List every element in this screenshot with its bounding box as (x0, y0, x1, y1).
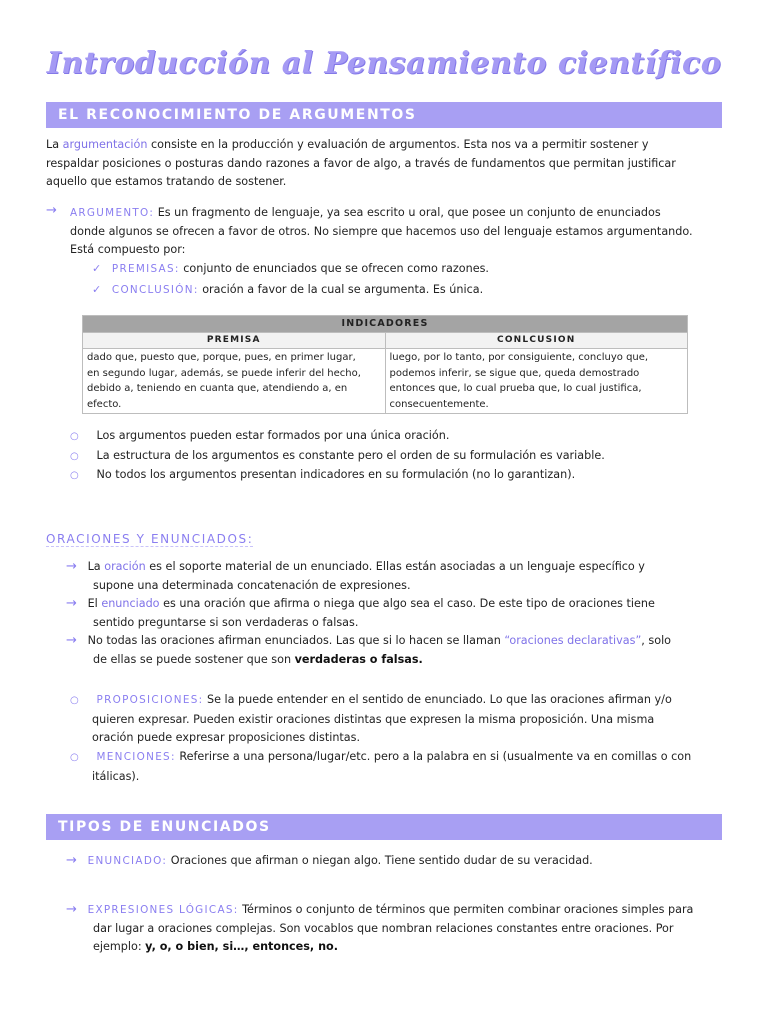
oraciones-list (66, 558, 736, 670)
premisas-text: conjunto de enunciados que se ofrecen como razones. (179, 262, 489, 275)
bullet-icon: ○ (70, 431, 79, 442)
argumento-line3: Está compuesto por: (70, 243, 186, 257)
column-header-premisa: PREMISA (83, 332, 386, 349)
intro-line1: consiste en la producción y evaluación de argumentos. Esta nos va a permitir sostener y (147, 138, 649, 151)
term-conclusion: CONCLUSIÓN: (111, 283, 199, 296)
bold-verdaderas-falsas: verdaderas o falsas. (294, 652, 423, 666)
page-title: Introducción al Pensamiento científico (46, 46, 722, 81)
list-item (92, 281, 692, 300)
cell-line: podemos inferir, se sigue que, queda demostrado (389, 367, 640, 379)
list-item (70, 447, 730, 467)
arrow-icon: → (66, 596, 77, 612)
intro-paragraph (46, 136, 736, 192)
arrow-icon: → (66, 559, 77, 574)
bold-examples: y, o, o bien, si…, entonces, no. (145, 940, 338, 954)
term-oraciones-declarativas: “oraciones declarativas” (504, 634, 642, 648)
list-item (66, 595, 736, 632)
argumento-line2: donde algunos se ofrecen a favor de otros. No siempre que hacemos uso del lenguaje estamos argumentando. (70, 224, 693, 238)
item-line1-end: , solo (641, 634, 672, 648)
proposiciones-line3: oración puede expresar proposiciones distintas. (92, 731, 361, 745)
item-line2: de ellas se puede sostener que son (93, 652, 295, 666)
term-proposiciones: PROPOSICIONES: (96, 694, 204, 706)
cell-line: consecuentemente. (389, 398, 489, 410)
proposiciones-line2: quieren expresar. Pueden existir oraciones distintas que expresen la misma proposición. Una misma (92, 712, 655, 726)
note-text: Los argumentos pueden estar formados por una única oración. (96, 429, 450, 442)
item-pre: El (87, 597, 102, 611)
bullet-icon: ○ (70, 450, 79, 462)
cell-line: debido a, teniendo en cuanta que, atendiendo a, en (87, 383, 348, 394)
enunciado-item (66, 852, 736, 871)
note-text: La estructura de los argumentos es constante pero el orden de su formulación es variable. (96, 448, 605, 462)
argumento-paragraph (70, 204, 740, 260)
indicators-table (82, 315, 688, 414)
menciones-line2: itálicas). (92, 769, 140, 783)
term-argumentacion: argumentación (62, 138, 148, 151)
item-line1: es una oración que afirma o niega que algo sea el caso. De este tipo de oraciones tiene (159, 597, 655, 611)
argumento-parts-list (92, 260, 692, 299)
proposiciones-line1: Se la puede entender en el sentido de enunciado. Lo que las oraciones afirman y/o (203, 693, 672, 706)
menciones-item (70, 748, 740, 786)
note-text: No todos los argumentos presentan indicadores en su formulación (no lo garantizan). (96, 468, 576, 482)
intro-pre: La (46, 138, 63, 151)
expresiones-item (66, 901, 736, 957)
column-header-conclusion: CONLCUSION (385, 332, 688, 349)
intro-line2: respaldar posiciones o posturas dando razones a favor de algo, a través de fundamentos que permitan justificar (46, 156, 676, 170)
list-item (70, 466, 730, 486)
argument-notes-list (70, 427, 730, 486)
table-header: INDICADORES (83, 316, 688, 333)
term-expresiones-logicas: EXPRESIONES LÓGICAS: (87, 904, 239, 916)
term-enunciado-type: ENUNCIADO: (87, 855, 168, 867)
item-line1: No todas las oraciones afirman enunciados. Las que si lo hacen se llaman (87, 634, 505, 648)
check-icon: ✓ (92, 262, 102, 275)
bullet-icon: ○ (70, 470, 79, 482)
check-icon: ✓ (92, 282, 102, 296)
expresiones-line2: dar lugar a oraciones complejas. Son vocablos que nombran relaciones constantes entre oraciones. Por (93, 921, 674, 935)
section-heading-argumentos: EL RECONOCIMIENTO DE ARGUMENTOS (46, 102, 722, 128)
term-enunciado: enunciado (101, 597, 160, 611)
cell-line: en segundo lugar, además, se puede inferir del hecho, (87, 367, 361, 379)
cell-line: luego, por lo tanto, por consiguiente, concluyo que, (389, 352, 649, 363)
arrow-icon: → (66, 633, 77, 649)
item-line2: supone una determinada concatenación de expresiones. (93, 578, 411, 592)
bullet-icon: ○ (70, 752, 79, 763)
argumento-line1: Es un fragmento de lenguaje, ya sea escrito u oral, que posee un conjunto de enunciados (154, 206, 661, 219)
item-line2: sentido preguntarse si son verdaderas o falsas. (93, 615, 359, 629)
section-heading-oraciones (46, 528, 253, 547)
term-argumento: ARGUMENTO: (70, 207, 155, 219)
menciones-line1: Referirse a una persona/lugar/etc. pero a la palabra en si (usualmente va en comillas o con (175, 750, 692, 763)
term-premisas: PREMISAS: (111, 263, 180, 275)
list-item (66, 558, 736, 595)
expresiones-line3: ejemplo: (93, 940, 146, 954)
list-item (66, 632, 736, 669)
item-line1: es el soporte material de un enunciado. Ellas están asociadas a un lenguaje específico y (145, 560, 645, 573)
cell-line: entonces que, lo cual prueba que, lo cual justifica, (389, 383, 642, 394)
list-item (70, 427, 730, 447)
conclusion-indicators-cell (385, 349, 688, 414)
proposiciones-item (70, 691, 740, 748)
item-pre: La (87, 560, 105, 573)
expresiones-line1: Términos o conjunto de términos que permiten combinar oraciones simples para (238, 903, 694, 916)
conclusion-text: oración a favor de la cual se argumenta. Es única. (198, 282, 484, 296)
intro-line3: aquello que estamos tratando de sostener. (46, 175, 287, 189)
term-menciones: MENCIONES: (96, 751, 176, 763)
arrow-icon: → (66, 853, 77, 868)
cell-line: efecto. (87, 398, 122, 410)
section-heading-tipos: TIPOS DE ENUNCIADOS (46, 814, 722, 840)
arrow-icon: → (46, 203, 57, 218)
term-oracion: oración (104, 560, 146, 573)
premisa-indicators-cell (83, 349, 386, 414)
enunciado-text: Oraciones que afirman o niegan algo. Tiene sentido dudar de su veracidad. (167, 854, 593, 867)
arrow-icon: → (66, 902, 77, 917)
cell-line: dado que, puesto que, porque, pues, en primer lugar, (87, 352, 356, 363)
bullet-icon: ○ (70, 695, 79, 706)
list-item (92, 260, 692, 279)
subheading-text: ORACIONES Y ENUNCIADOS: (46, 532, 254, 546)
